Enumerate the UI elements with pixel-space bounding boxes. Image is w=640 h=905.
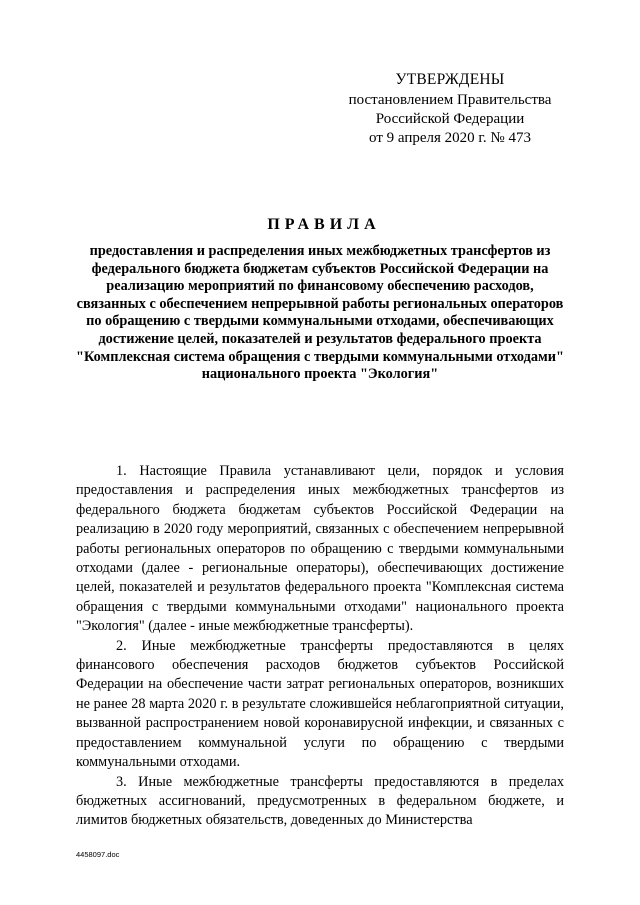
approval-line-1: постановлением Правительства — [348, 92, 552, 108]
paragraph-1: 1. Настоящие Правила устанавливают цели, порядок и условия предоставления и распределения иных межбюджетных трансфертов из федерального бюджета бюджетам субъектов Российской Федерации на реализацию в 2020 году мероприятий, связанных с обеспечением непрерывной работы региональных операторов по обращению с твердыми коммунальными отходами (далее - региональные операторы), обеспечивающих достижение целей, показателей и результатов федерального проекта "Комплексная система обращения с твердыми коммунальными отходами" национального проекта "Экология" (далее - иные межбюджетные трансферты). — [76, 463, 564, 635]
approval-line-2: Российской Федерации — [375, 111, 525, 127]
file-name-footer: 4458097.doc — [76, 850, 120, 859]
document-body — [76, 462, 564, 831]
approval-heading: УТВЕРЖДЕНЫ — [395, 71, 505, 88]
document-title: ПРАВИЛА — [267, 216, 381, 233]
document-subtitle: предоставления и распределения иных межбюджетных трансфертов из федерального бюджета бюджетам субъектов Российской Федерации на реализацию мероприятий по финансовому обеспечению расходов, связанных с обеспечением непрерывной работы региональных операторов по обращению с твердыми коммунальными отходами, обеспечивающих достижение целей, показателей и результатов федерального проекта "Комплексная система обращения с твердыми коммунальными отходами" национального проекта "Экология" — [76, 243, 564, 383]
paragraph-3: 3. Иные межбюджетные трансферты предоставляются в пределах бюджетных ассигнований, предусмотренных в федеральном бюджете, и лимитов бюджетных обязательств, доведенных до Министерства — [76, 773, 564, 829]
approval-stamp — [340, 70, 560, 148]
paragraph-2: 2. Иные межбюджетные трансферты предоставляются в целях финансового обеспечения расходов бюджетов субъектов Российской Федерации на обеспечение части затрат региональных операторов, возникших не ранее 28 марта 2020 г. в результате сложившейся неблагоприятной ситуации, вызванной распространением новой коронавирусной инфекции, и связанных с предоставлением коммунальной услуги по обращению с твердыми коммунальными отходами. — [76, 637, 564, 771]
approval-line-3: от 9 апреля 2020 г. № 473 — [369, 130, 531, 146]
